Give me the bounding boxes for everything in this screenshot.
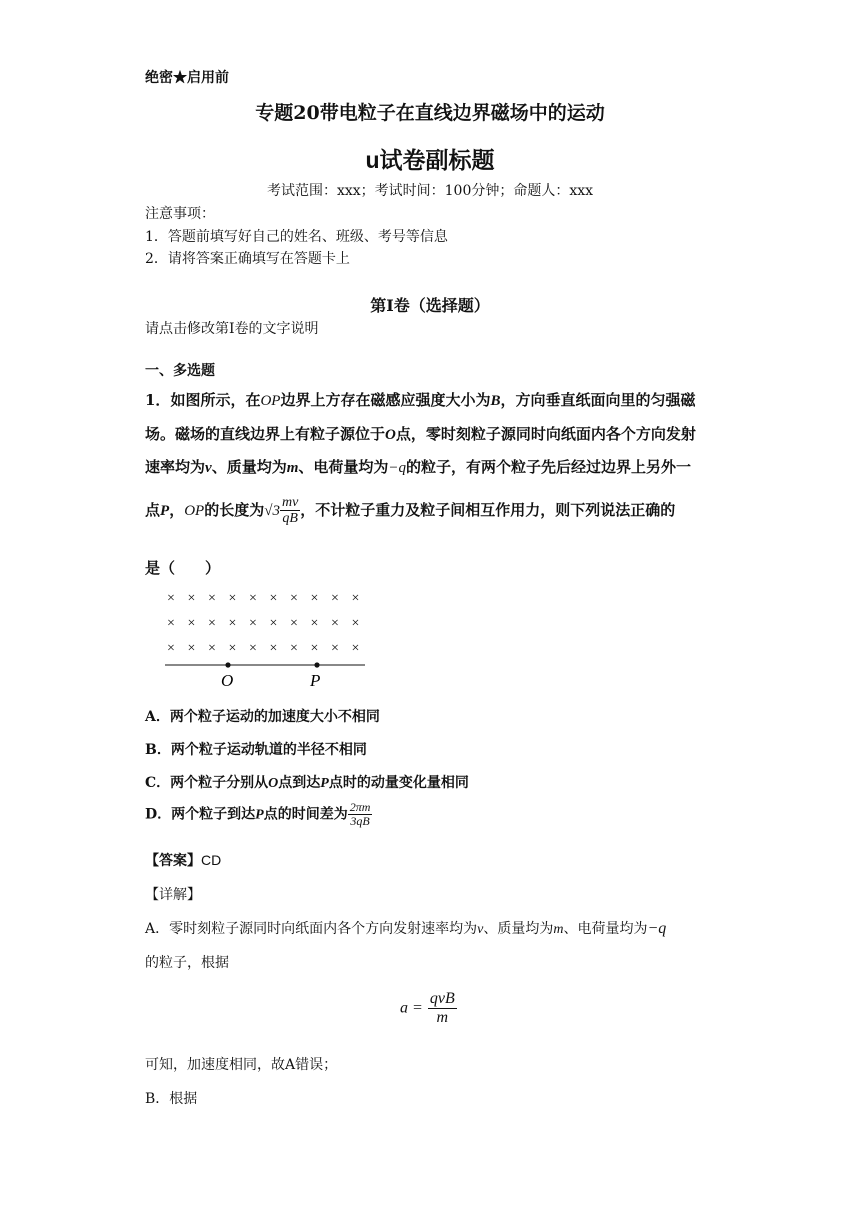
field-x-mark: × [249,616,257,631]
label-o: O [221,671,234,690]
field-x-mark: × [351,591,360,606]
option-a: A．两个粒子运动的加速度大小不相同 [145,709,380,725]
field-x-mark: × [228,616,237,631]
field-x-mark: × [187,591,196,606]
field-x-mark: × [187,641,196,656]
option-d: D．两个粒子到达P点的时间差为 $\frac{2\pi m}{3qB}$ [145,800,371,829]
explanation-b-line-1: B．根据 [145,1091,198,1107]
notice-heading: 注意事项： [145,206,215,222]
question-line-5: 是（ ） [145,559,221,577]
field-x-mark: × [208,616,216,631]
explanation-a-line-3: 可知，加速度相同，故A错误； [145,1057,338,1073]
explanation-a-line-2: 的粒子，根据 [145,955,229,971]
field-x-mark: × [167,591,175,606]
explanation-a-line-1: A．零时刻粒子源同时向纸面内各个方向发射速率均为v、质量均为m、电荷量均为−q [145,920,667,937]
formula-acceleration: a = $\frac{\text{qvB}}{m}$ [400,990,455,1026]
field-x-mark: × [187,616,196,631]
field-x-mark: × [290,616,298,631]
field-x-mark: × [351,616,360,631]
field-x-mark: × [331,591,339,606]
field-x-mark: × [228,591,237,606]
field-x-mark: × [310,616,319,631]
field-x-mark: × [310,641,319,656]
option-c: C．两个粒子分别从O点到达P点时的动量变化量相同 [145,775,469,791]
detail-label: 【详解】 [145,887,201,903]
field-x-mark: × [249,591,257,606]
field-x-mark: × [167,616,175,631]
label-p: P [310,671,321,690]
field-x-mark: × [269,616,278,631]
question-line-2: 场。磁场的直线边界上有粒子源位于O点，零时刻粒子源同时向纸面内各个方向发射 [145,425,696,443]
document-subtitle: u试卷副标题 [365,147,495,173]
confidential-label: 绝密★启用前 [145,70,229,86]
point-p [314,662,319,667]
field-x-mark: × [269,591,278,606]
point-o [225,662,230,667]
field-x-mark: × [208,591,216,606]
field-x-mark: × [228,641,237,656]
fraction-2pim-over-3qb: $\frac{2\pi m}{3qB}$ [349,800,371,829]
field-x-mark: × [167,641,175,656]
answer-line: 【答案】CD [145,852,222,869]
formula-fraction: $\frac{\text{qvB}}{m}$ [429,990,455,1026]
field-x-mark: × [249,641,257,656]
document-title: 专题20带电粒子在直线边界磁场中的运动 [255,102,605,124]
notice-item: 1．答题前填写好自己的姓名、班级、考号等信息 [145,229,448,245]
field-x-mark: × [351,641,360,656]
field-x-mark: × [208,641,216,656]
question-line-3: 速率均为v、质量均为m、电荷量均为−q的粒子，有两个粒子先后经过边界上另外一 [145,458,692,476]
field-x-mark: × [310,591,319,606]
magnetic-field-figure [160,585,375,695]
option-b: B．两个粒子运动轨道的半径不相同 [145,742,367,758]
question-line-1: 1．如图所示，在OP边界上方存在磁感应强度大小为B，方向垂直纸面向里的匀强磁 [145,391,696,409]
fraction-mv-over-qb: $\frac{mv}{qB}$ [281,495,299,527]
field-x-mark: × [331,641,339,656]
part-title: 一、多选题 [145,363,215,379]
question-line-4: 点P，OP的长度为√3 $\frac{mv}{qB}$ ，不计粒子重力及粒子间相互作用力，则下列说法正确的 [145,495,676,527]
exam-info: 考试范围：xxx；考试时间：100分钟；命题人：xxx [266,183,594,199]
field-x-mark: × [269,641,278,656]
field-x-mark: × [290,591,298,606]
section-description: 请点击修改第I卷的文字说明 [145,321,319,337]
notice-item: 2．请将答案正确填写在答题卡上 [145,251,350,267]
field-x-mark: × [290,641,298,656]
section-title: 第I卷（选择题） [370,296,490,315]
field-x-mark: × [331,616,339,631]
